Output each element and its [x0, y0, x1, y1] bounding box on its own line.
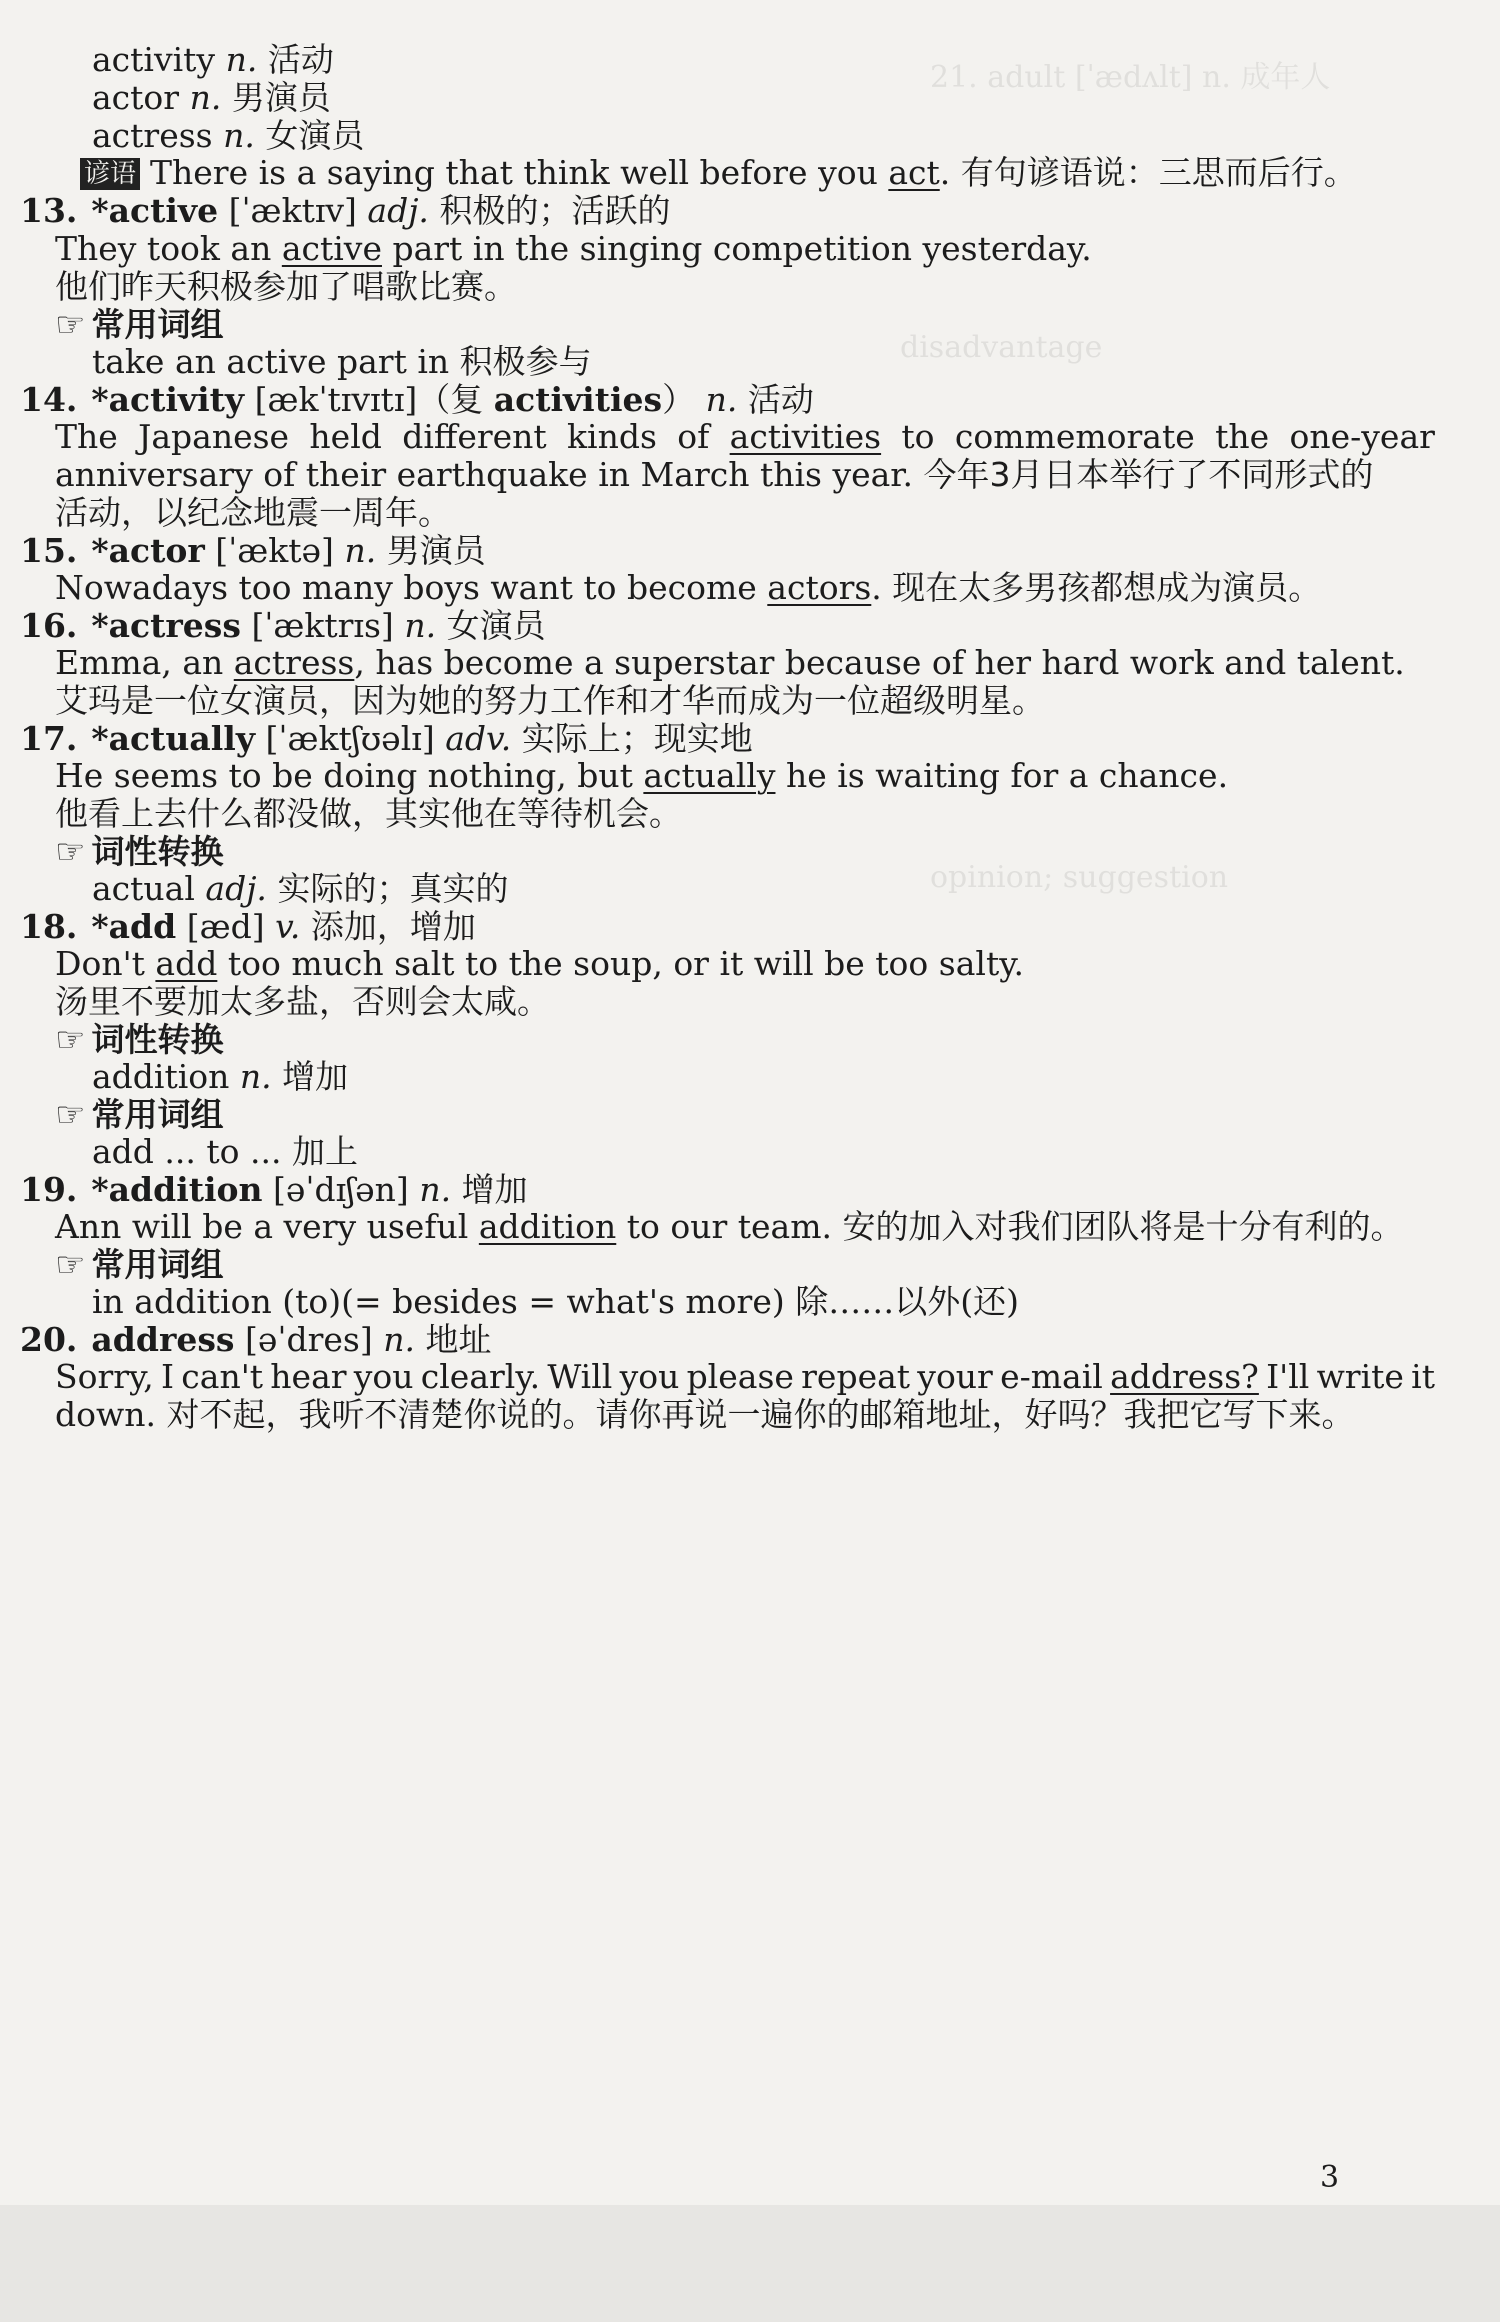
page-number: 3 — [1320, 2160, 1340, 2195]
part-of-speech: n. — [705, 380, 738, 419]
section-heading — [55, 305, 223, 345]
phonetic: [ækˈtɪvɪtɪ] — [254, 380, 418, 419]
section-label: 词性转换 — [91, 1020, 224, 1059]
example-translation: 安的加入对我们团队将是十分有利的。 — [842, 1207, 1404, 1246]
example-text: Nowadays too many boys want to become — [55, 568, 768, 607]
punctuation: . — [871, 568, 893, 607]
example-text: Don't — [55, 944, 156, 983]
section-heading — [55, 1095, 223, 1135]
example-word: please — [686, 1357, 794, 1396]
entry-number: 18. — [20, 907, 78, 946]
chinese-meaning: 活动 — [267, 40, 334, 79]
example-sentence — [55, 417, 1435, 457]
example-word: can't — [181, 1357, 264, 1396]
headword: *activity — [91, 380, 245, 419]
chinese-meaning: 女演员 — [265, 116, 365, 155]
example-word: e-mail — [1000, 1357, 1103, 1396]
part-of-speech: n. — [239, 1057, 272, 1096]
show-through-text: 21. adult [ˈædʌlt] n. 成年人 — [930, 60, 1331, 95]
plural-bracket: （复 — [417, 380, 494, 419]
part-of-speech: n. — [419, 1170, 452, 1209]
example-text: He seems to be doing nothing, but — [55, 756, 644, 795]
example-word: of — [677, 417, 710, 456]
example-word: write — [1316, 1357, 1404, 1396]
phonetic: [əˈdɪʃən] — [273, 1170, 409, 1209]
chinese-meaning: 增加 — [282, 1057, 349, 1096]
chinese-meaning: 男演员 — [231, 78, 331, 117]
section-heading — [55, 832, 223, 872]
section-heading — [55, 1245, 223, 1285]
highlighted-word: address? — [1110, 1357, 1259, 1396]
highlighted-word: actress — [233, 643, 355, 682]
highlighted-word: act — [888, 153, 940, 192]
example-text: he is waiting for a chance. — [775, 756, 1229, 795]
section-label: 词性转换 — [91, 832, 224, 871]
derived-word: addition — [92, 1057, 230, 1096]
section-label: 常用词组 — [91, 305, 224, 344]
part-of-speech: n. — [404, 606, 437, 645]
phonetic: [ˈæktrɪs] — [251, 606, 394, 645]
phonetic: [ˈæktə] — [215, 531, 334, 570]
entry-16-headword-line — [20, 606, 546, 646]
headword: *addition — [91, 1170, 263, 1209]
chinese-meaning: 活动 — [747, 380, 814, 419]
plural-form: activities — [493, 380, 663, 419]
example-word: Sorry, — [55, 1357, 154, 1396]
example-text: down. — [55, 1395, 167, 1434]
example-word: Japanese — [138, 417, 290, 456]
highlighted-word: active — [281, 229, 382, 268]
headword: *active — [91, 191, 219, 230]
derived-word-line — [92, 40, 334, 80]
punctuation: . — [939, 153, 961, 192]
entry-number: 15. — [20, 531, 78, 570]
part-of-speech: n. — [189, 78, 222, 117]
part-of-speech: n. — [344, 531, 377, 570]
part-of-speech: v. — [275, 907, 301, 946]
headword: *add — [91, 907, 177, 946]
example-word: to — [901, 417, 935, 456]
derived-word: actual — [92, 869, 195, 908]
chinese-meaning: 地址 — [425, 1320, 492, 1359]
proverb-badge: 谚语 — [80, 158, 140, 190]
example-sentence — [55, 1207, 1404, 1247]
part-of-speech: adv. — [445, 719, 512, 758]
derived-word-line — [92, 116, 364, 156]
entry-number: 20. — [20, 1320, 78, 1359]
example-translation: 他们昨天积极参加了唱歌比赛。 — [55, 267, 517, 306]
example-text: Ann will be a very useful — [55, 1207, 479, 1246]
entry-17-headword-line — [20, 719, 753, 759]
example-text: to our team. — [616, 1207, 843, 1246]
chinese-meaning: 增加 — [461, 1170, 528, 1209]
highlighted-word: actually — [643, 756, 776, 795]
entry-20-headword-line — [20, 1320, 491, 1360]
chinese-meaning: 女演员 — [446, 606, 546, 645]
show-through-text: opinion; suggestion — [930, 860, 1229, 895]
chinese-meaning: 添加，增加 — [310, 907, 476, 946]
phonetic: [əˈdres] — [245, 1320, 373, 1359]
pointing-hand-icon: ☞ — [55, 1245, 86, 1285]
derived-word-line — [92, 1057, 348, 1097]
phrase: take an active part in 积极参与 — [92, 342, 592, 381]
part-of-speech: n. — [223, 116, 255, 155]
example-translation: 对不起，我听不清楚你说的。请你再说一遍你的邮箱地址，好吗？我把它写下来。 — [166, 1395, 1355, 1434]
phonetic: [ˈæktɪv] — [228, 191, 357, 230]
phonetic: [ˈæktʃʊəlɪ] — [265, 719, 435, 758]
entry-number: 19. — [20, 1170, 78, 1209]
proverb-text: There is a saying that think well before you — [150, 153, 889, 192]
highlighted-word: actors — [767, 568, 872, 607]
phonetic: [æd] — [186, 907, 265, 946]
entry-number: 16. — [20, 606, 78, 645]
phrase: add ... to ... 加上 — [92, 1132, 358, 1171]
highlighted-word: activities — [729, 417, 882, 456]
example-sentence — [55, 944, 1024, 984]
example-text: anniversary of their earthquake in March this year. — [55, 455, 924, 494]
chinese-meaning: 实际上；现实地 — [521, 719, 753, 758]
entry-15-headword-line — [20, 531, 486, 571]
highlighted-word: addition — [478, 1207, 617, 1246]
headword: *actress — [91, 606, 241, 645]
example-word: repeat — [801, 1357, 911, 1396]
show-through-text: disadvantage — [900, 330, 1103, 365]
example-word: Will — [547, 1357, 613, 1396]
entry-number: 14. — [20, 380, 78, 419]
derived-word-line — [92, 78, 331, 118]
example-text: , has become a superstar because of her hard work and talent. — [354, 643, 1405, 682]
example-word: held — [309, 417, 382, 456]
chinese-meaning: 男演员 — [386, 531, 486, 570]
entry-18-headword-line — [20, 907, 476, 947]
part-of-speech: adj. — [367, 191, 429, 230]
example-text: too much salt to the soup, or it will be too salty. — [217, 944, 1024, 983]
derived-word: actress — [92, 116, 213, 155]
example-word: one-year — [1289, 417, 1435, 456]
headword: *actually — [91, 719, 256, 758]
chinese-meaning: 实际的；真实的 — [277, 869, 509, 908]
plural-bracket: ） — [662, 380, 696, 419]
example-word: different — [402, 417, 547, 456]
example-translation: 今年3月日本举行了不同形式的 — [923, 455, 1374, 494]
entry-13-headword-line — [20, 191, 670, 231]
pointing-hand-icon: ☞ — [55, 832, 86, 872]
pointing-hand-icon: ☞ — [55, 305, 86, 345]
example-word: you — [619, 1357, 680, 1396]
example-translation: 现在太多男孩都想成为演员。 — [892, 568, 1322, 607]
example-sentence-continued — [55, 1395, 1354, 1435]
example-word: I'll — [1266, 1357, 1310, 1396]
example-sentence — [55, 643, 1405, 683]
example-word: clearly. — [420, 1357, 541, 1396]
example-translation: 艾玛是一位女演员，因为她的努力工作和才华而成为一位超级明星。 — [55, 681, 1045, 720]
example-text: part in the singing competition yesterday. — [381, 229, 1092, 268]
example-text: Emma, an — [55, 643, 234, 682]
part-of-speech: n. — [383, 1320, 415, 1359]
example-translation: 他看上去什么都没做，其实他在等待机会。 — [55, 794, 682, 833]
pointing-hand-icon: ☞ — [55, 1095, 86, 1135]
example-word: The — [55, 417, 118, 456]
derived-word: activity — [92, 40, 216, 79]
example-word: I — [161, 1357, 175, 1396]
derived-word: actor — [92, 78, 180, 117]
pointing-hand-icon: ☞ — [55, 1020, 86, 1060]
example-word: hear — [270, 1357, 347, 1396]
entry-number: 13. — [20, 191, 78, 230]
example-sentence — [55, 1357, 1435, 1397]
example-word: it — [1411, 1357, 1435, 1396]
example-sentence-continued — [55, 455, 1373, 495]
proverb-line — [80, 153, 1357, 193]
example-word: you — [353, 1357, 414, 1396]
example-sentence — [55, 756, 1228, 796]
entry-14-headword-line — [20, 380, 814, 420]
highlighted-word: add — [155, 944, 218, 983]
phrase: in addition (to)(= besides = what's more) 除……以外(还) — [92, 1282, 1019, 1321]
derived-word-line — [92, 869, 508, 909]
headword: address — [91, 1320, 235, 1359]
chinese-meaning: 积极的；活跃的 — [439, 191, 671, 230]
example-text: They took an — [55, 229, 282, 268]
example-word: commemorate — [954, 417, 1195, 456]
example-sentence — [55, 568, 1321, 608]
entry-19-headword-line — [20, 1170, 528, 1210]
entry-number: 17. — [20, 719, 78, 758]
part-of-speech: n. — [225, 40, 258, 79]
example-word: kinds — [567, 417, 657, 456]
page-bottom-margin — [0, 2205, 1500, 2322]
example-word: the — [1215, 417, 1270, 456]
section-label: 常用词组 — [91, 1245, 224, 1284]
section-label: 常用词组 — [91, 1095, 224, 1134]
headword: *actor — [91, 531, 205, 570]
section-heading — [55, 1020, 223, 1060]
example-word: your — [917, 1357, 993, 1396]
proverb-translation: 有句谚语说：三思而后行。 — [960, 153, 1357, 192]
part-of-speech: adj. — [205, 869, 267, 908]
example-translation: 活动，以纪念地震一周年。 — [55, 493, 451, 532]
example-sentence — [55, 229, 1092, 269]
example-translation: 汤里不要加太多盐，否则会太咸。 — [55, 982, 550, 1021]
